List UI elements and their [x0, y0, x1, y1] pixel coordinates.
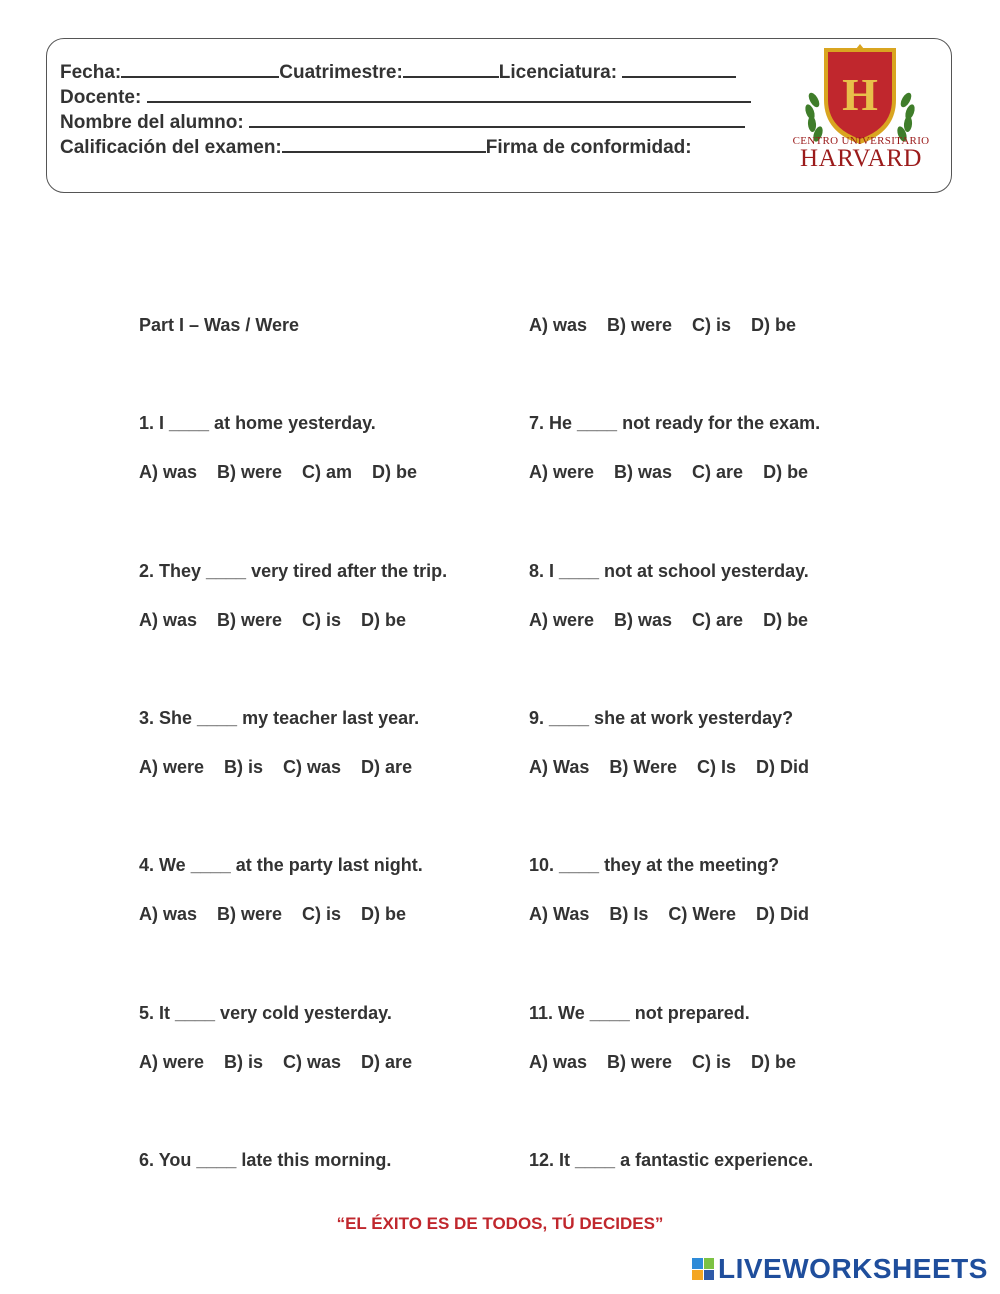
part-title: Part I – Was / Were — [139, 315, 300, 335]
logo-text-line2: HARVARD — [800, 145, 922, 172]
cuatrimestre-label: Cuatrimestre: — [279, 62, 403, 83]
nombre-field[interactable] — [249, 110, 745, 128]
question-9: 9. ____ she at work yesterday? — [529, 708, 794, 728]
motto: “EL ÉXITO ES DE TODOS, TÚ DECIDES” — [336, 1214, 664, 1233]
options-8[interactable]: A) were B) was C) are D) be — [529, 610, 809, 630]
question-8: 8. I ____ not at school yesterday. — [529, 561, 809, 581]
question-7: 7. He ____ not ready for the exam. — [529, 413, 821, 433]
header-line-3 — [60, 110, 745, 134]
header-line-4 — [60, 135, 692, 159]
options-4[interactable]: A) was B) were C) is D) be — [139, 904, 407, 924]
question-11: 11. We ____ not prepared. — [529, 1003, 750, 1023]
docente-field[interactable] — [147, 85, 751, 103]
header-line-1 — [60, 60, 736, 84]
calificacion-label: Calificación del examen: — [60, 137, 282, 158]
nombre-label: Nombre del alumno: — [60, 112, 244, 133]
question-12: 12. It ____ a fantastic experience. — [529, 1150, 814, 1170]
options-10[interactable]: A) Was B) Is C) Were D) Did — [529, 904, 810, 924]
logo-letter: H — [842, 69, 878, 120]
question-6: 6. You ____ late this morning. — [139, 1150, 392, 1170]
liveworksheets-icon — [692, 1258, 714, 1280]
options-5[interactable]: A) were B) is C) was D) are — [139, 1052, 413, 1072]
liveworksheets-brand: LIVEWORKSHEETS — [718, 1253, 988, 1284]
liveworksheets-logo[interactable] — [692, 1254, 988, 1284]
question-2: 2. They ____ very tired after the trip. — [139, 561, 448, 581]
licenciatura-label: Licenciatura: — [498, 62, 618, 83]
fecha-label: Fecha: — [60, 62, 122, 83]
logo-text-line1: CENTRO UNIVERSITARIO — [792, 135, 930, 147]
options-9[interactable]: A) Was B) Were C) Is D) Did — [529, 757, 810, 777]
calificacion-field[interactable] — [282, 135, 486, 153]
question-10: 10. ____ they at the meeting? — [529, 855, 780, 875]
cuatrimestre-field[interactable] — [403, 60, 499, 78]
header-line-2 — [60, 85, 751, 109]
options-2[interactable]: A) was B) were C) is D) be — [139, 610, 407, 630]
docente-label: Docente: — [60, 87, 142, 108]
question-4: 4. We ____ at the party last night. — [139, 855, 423, 875]
options-3[interactable]: A) were B) is C) was D) are — [139, 757, 413, 777]
licenciatura-field[interactable] — [622, 60, 736, 78]
firma-label: Firma de conformidad: — [485, 137, 692, 158]
part-options: A) was B) were C) is D) be — [529, 315, 797, 335]
question-5: 5. It ____ very cold yesterday. — [139, 1003, 392, 1023]
options-11[interactable]: A) was B) were C) is D) be — [529, 1052, 797, 1072]
fecha-field[interactable] — [121, 60, 279, 78]
question-1: 1. I ____ at home yesterday. — [139, 413, 376, 433]
options-1[interactable]: A) was B) were C) am D) be — [139, 462, 418, 482]
options-7[interactable]: A) were B) was C) are D) be — [529, 462, 809, 482]
question-3: 3. She ____ my teacher last year. — [139, 708, 420, 728]
